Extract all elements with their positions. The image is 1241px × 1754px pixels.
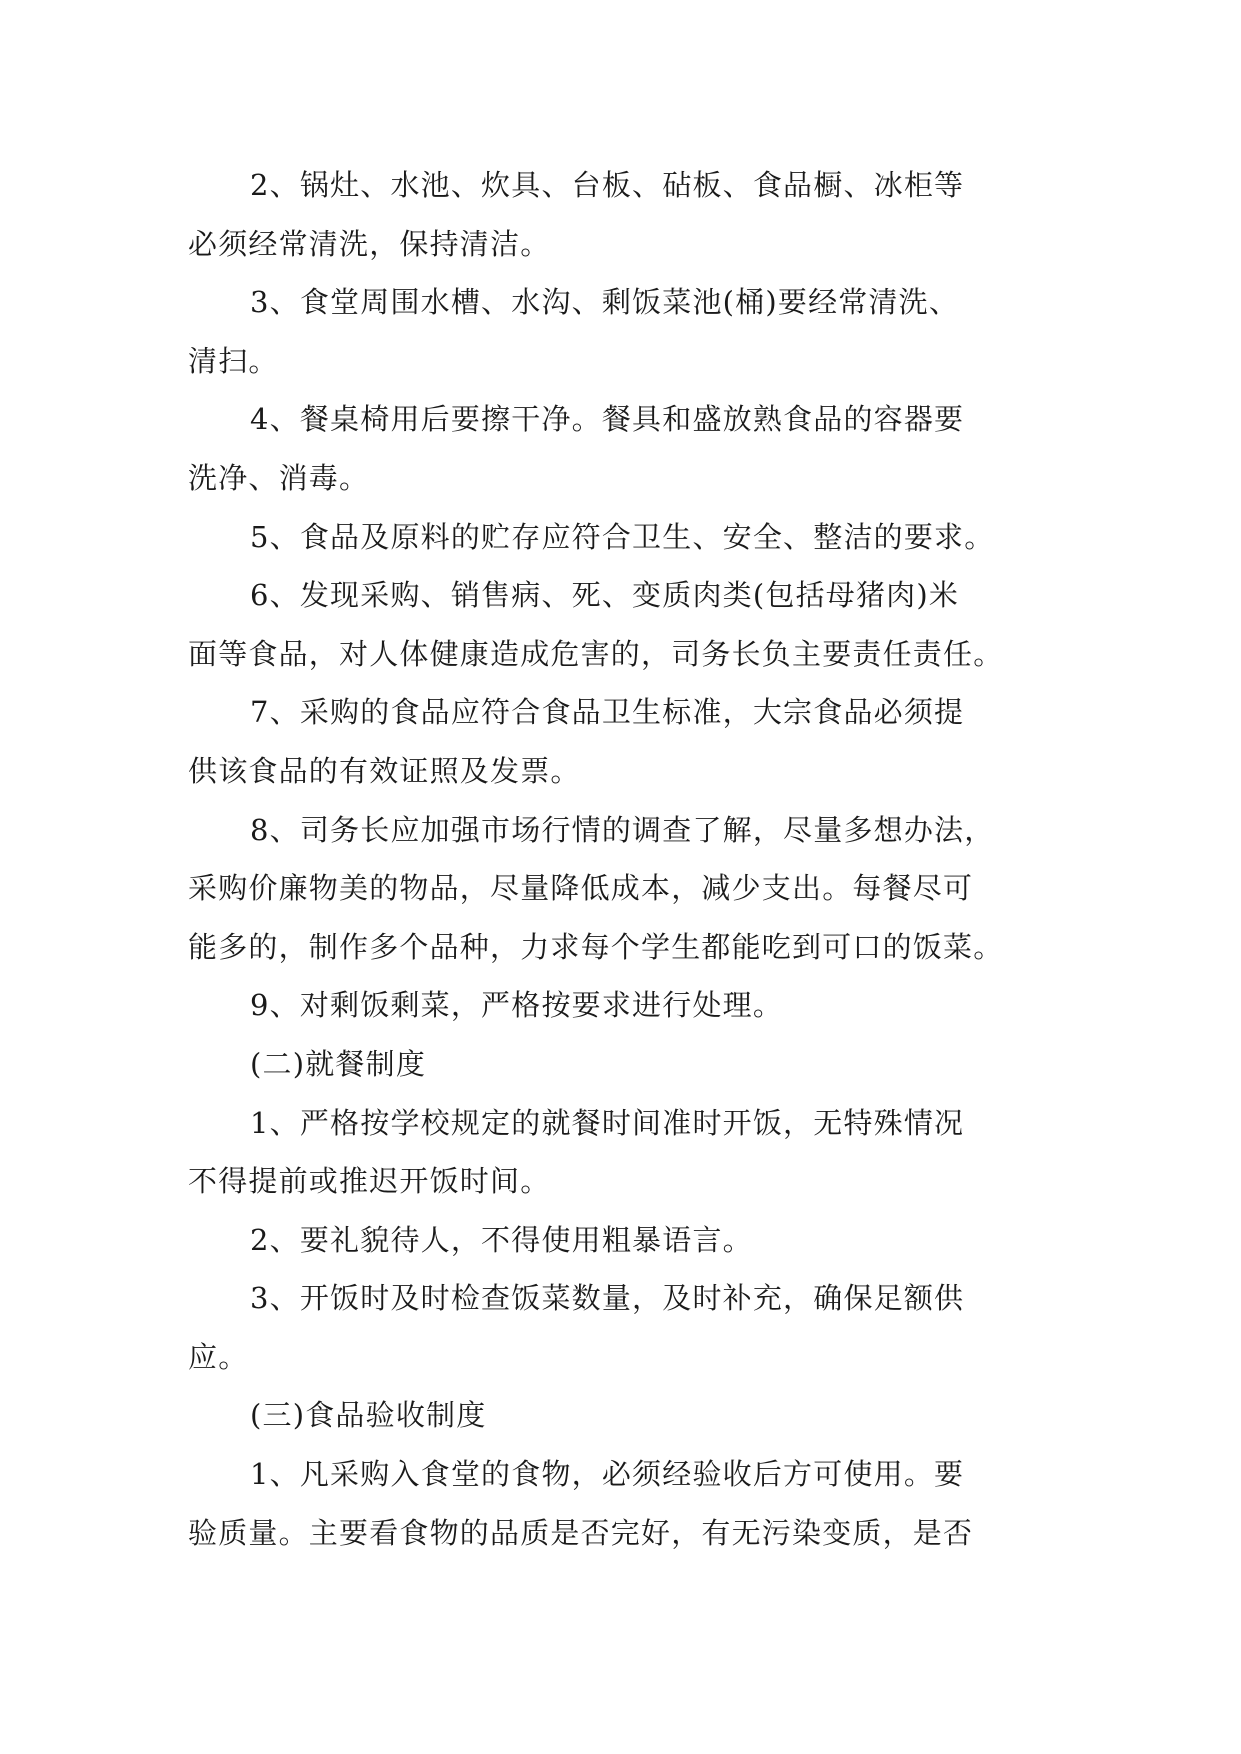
text-line: 清扫。 (188, 343, 279, 378)
text-line: 2、要礼貌待人，不得使用粗暴语言。 (250, 1222, 753, 1257)
text-line: 9、对剩饭剩菜，严格按要求进行处理。 (250, 988, 784, 1023)
text-line: 3、开饭时及时检查饭菜数量，及时补充，确保足额供 (250, 1281, 965, 1316)
text-line: 8、司务长应加强市场行情的调查了解，尽量多想办法， (250, 812, 995, 847)
document-body (188, 156, 1058, 1562)
section-heading: (三)食品验收制度 (250, 1398, 487, 1433)
text-line: 采购价廉物美的物品，尽量降低成本，减少支出。每餐尽可 (188, 871, 974, 906)
text-line: 4、餐桌椅用后要擦干净。餐具和盛放熟食品的容器要 (250, 402, 965, 437)
text-line: 1、凡采购入食堂的食物，必须经验收后方可使用。要 (250, 1457, 965, 1492)
text-line: 供该食品的有效证照及发票。 (188, 753, 581, 788)
text-line: 7、采购的食品应符合食品卫生标准，大宗食品必须提 (250, 695, 965, 730)
text-line: 6、发现采购、销售病、死、变质肉类(包括母猪肉)米 (250, 578, 960, 613)
text-line: 面等食品，对人体健康造成危害的，司务长负主要责任责任。 (188, 636, 1004, 671)
text-line: 5、食品及原料的贮存应符合卫生、安全、整洁的要求。 (250, 519, 995, 554)
text-line: 3、食堂周围水槽、水沟、剩饭菜池(桶)要经常清洗、 (250, 285, 960, 320)
text-line: 2、锅灶、水池、炊具、台板、砧板、食品橱、冰柜等 (250, 168, 965, 202)
text-line: 应。 (188, 1339, 249, 1374)
text-line: 洗净、消毒。 (188, 460, 370, 495)
text-line: 不得提前或推迟开饭时间。 (188, 1164, 551, 1199)
text-line: 验质量。主要看食物的品质是否完好，有无污染变质，是否 (188, 1515, 974, 1550)
text-line: 1、严格按学校规定的就餐时间准时开饭，无特殊情况 (250, 1105, 965, 1140)
section-heading: (二)就餐制度 (250, 1046, 427, 1081)
text-line: 能多的，制作多个品种，力求每个学生都能吃到可口的饭菜。 (188, 929, 1004, 964)
text-line: 必须经常清洗，保持清洁。 (188, 226, 551, 261)
